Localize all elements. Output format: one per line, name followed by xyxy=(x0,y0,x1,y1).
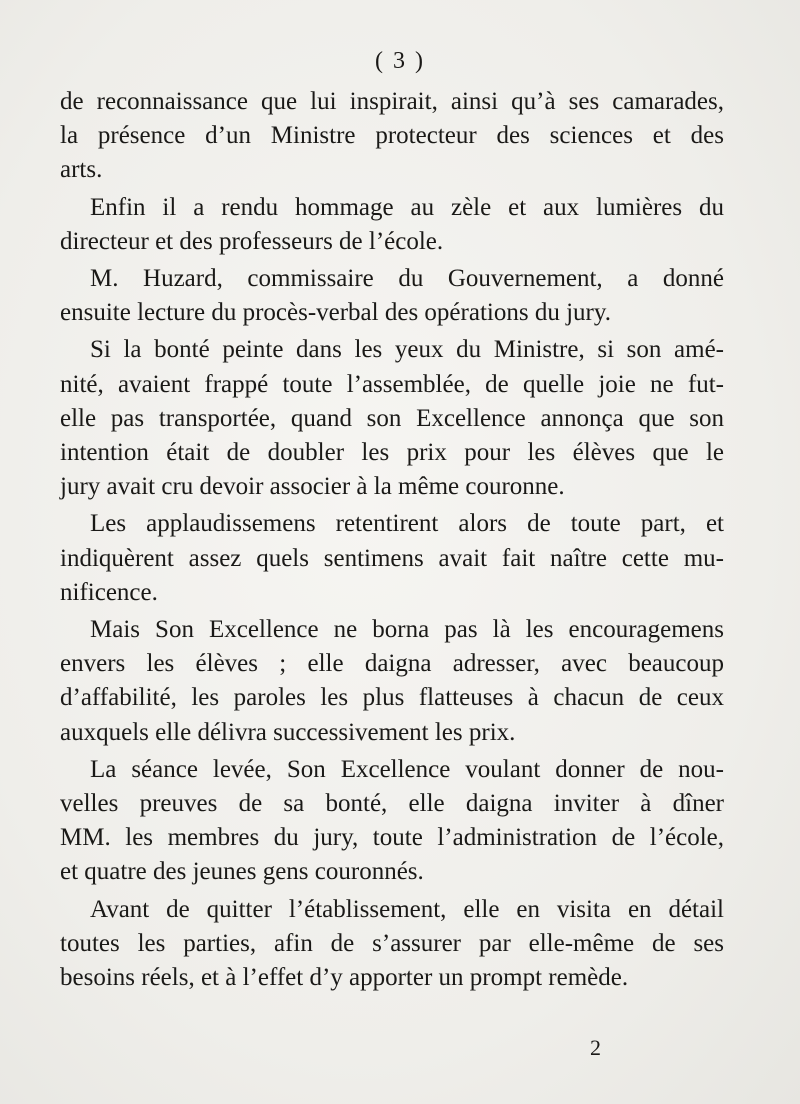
body-text xyxy=(60,85,724,995)
text-line: La séance levée, Son Excellence voulant donner de nou- xyxy=(90,755,724,783)
paragraph xyxy=(60,333,724,504)
paragraph xyxy=(60,893,724,996)
text-line: arts. xyxy=(60,156,103,184)
text-line: elle pas transportée, quand son Excellence annonça que son xyxy=(60,404,724,432)
paragraph xyxy=(60,613,724,750)
text-line: toutes les parties, afin de s’assurer par elle-même de ses xyxy=(60,929,724,957)
text-line: directeur et des professeurs de l’école. xyxy=(60,227,444,255)
text-line: Si la bonté peinte dans les yeux du Ministre, si son amé- xyxy=(90,336,724,364)
paragraph xyxy=(60,262,724,330)
paragraph xyxy=(60,85,724,188)
text-line: Mais Son Excellence ne borna pas là les encouragemens xyxy=(90,616,724,644)
page-number: ( 3 ) xyxy=(375,48,425,74)
text-line: nité, avaient frappé toute l’assemblée, de quelle joie ne fut- xyxy=(60,370,724,398)
text-line: intention était de doubler les prix pour les élèves que le xyxy=(60,439,724,467)
text-line: auxquels elle délivra successivement les prix. xyxy=(60,718,516,746)
text-line: jury avait cru devoir associer à la même couronne. xyxy=(60,473,565,501)
paragraph xyxy=(60,753,724,890)
text-line: nificence. xyxy=(60,578,158,606)
text-line: MM. les membres du jury, toute l’administration de l’école, xyxy=(60,824,724,852)
text-line: de reconnaissance que lui inspirait, ainsi qu’à ses camarades, xyxy=(60,88,724,115)
signature-mark: 2 xyxy=(590,1035,601,1060)
text-line: M. Huzard, commissaire du Gouvernement, a donné xyxy=(90,265,724,293)
text-line: velles preuves de sa bonté, elle daigna inviter à dîner xyxy=(60,790,724,818)
text-line: Enfin il a rendu hommage au zèle et aux lumières du xyxy=(90,193,724,221)
text-line: besoins réels, et à l’effet d’y apporter un prompt remède. xyxy=(60,964,629,992)
text-line: envers les élèves ; elle daigna adresser, avec beaucoup xyxy=(60,650,724,678)
text-line: d’affabilité, les paroles les plus flatteuses à chacun de ceux xyxy=(60,684,724,712)
text-line: indiquèrent assez quels sentimens avait fait naître cette mu- xyxy=(60,544,724,572)
paragraph xyxy=(60,507,724,610)
text-line: ensuite lecture du procès-verbal des opérations du jury. xyxy=(60,299,611,327)
text-line: la présence d’un Ministre protecteur des sciences et des xyxy=(60,122,724,150)
text-line: Les applaudissemens retentirent alors de toute part, et xyxy=(90,510,724,538)
paragraph xyxy=(60,191,724,259)
text-line: Avant de quitter l’établissement, elle en visita en détail xyxy=(90,895,724,923)
text-line: et quatre des jeunes gens couronnés. xyxy=(60,858,424,886)
